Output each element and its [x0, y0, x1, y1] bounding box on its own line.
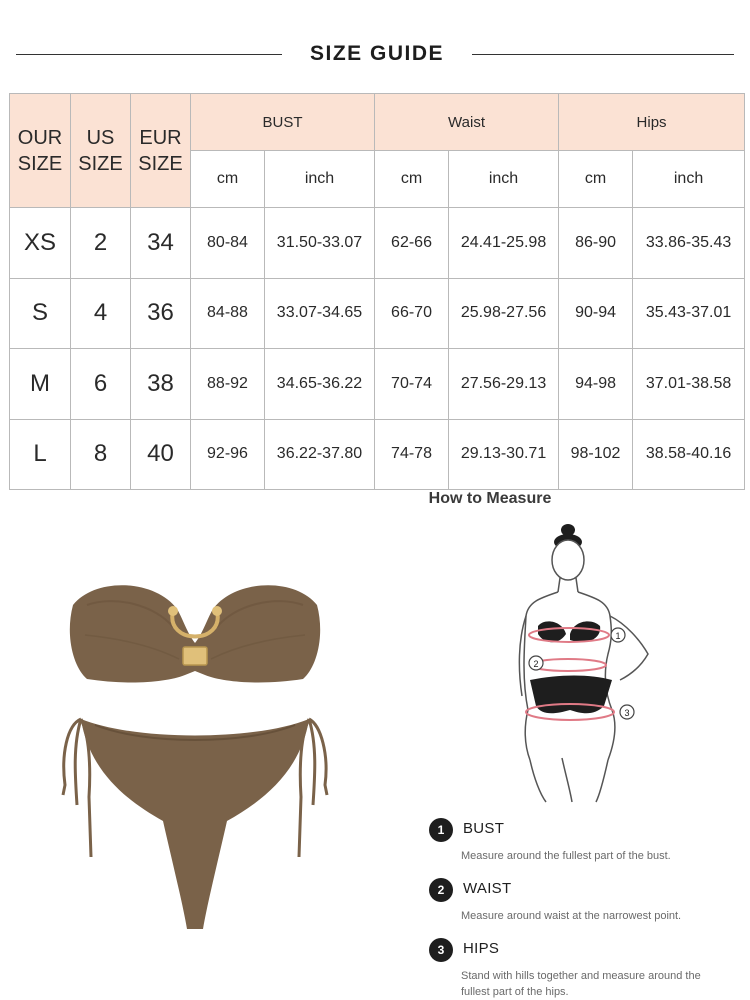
bikini-product-image [55, 575, 335, 935]
our-size-cell: S [10, 278, 71, 349]
table-row [10, 278, 745, 349]
hips-cm-cell: 86-90 [559, 208, 633, 279]
step-number-badge: 3 [429, 938, 453, 962]
eur-size-cell: 38 [131, 349, 191, 420]
bust-inch-cell: 33.07-34.65 [265, 278, 375, 349]
step-number-badge: 2 [429, 878, 453, 902]
header-divider-left [16, 54, 282, 55]
column-header-our-size: OUR SIZE [10, 94, 71, 208]
waist-inch-cell: 27.56-29.13 [449, 349, 559, 420]
column-header-us-size: US SIZE [71, 94, 131, 208]
marker-hips-label: 3 [624, 708, 630, 718]
bust-inch-cell: 34.65-36.22 [265, 349, 375, 420]
table-row [10, 208, 745, 279]
step-title: BUST [463, 820, 505, 837]
eur-size-cell: 40 [131, 419, 191, 490]
group-header-bust: BUST [191, 94, 375, 151]
hips-inch-cell: 37.01-38.58 [633, 349, 745, 420]
bust-cm-cell: 88-92 [191, 349, 265, 420]
step-number-badge: 1 [429, 818, 453, 842]
us-size-cell: 2 [71, 208, 131, 279]
marker-bust [611, 628, 625, 642]
bikini-top [70, 585, 320, 682]
size-guide-header [0, 28, 750, 80]
us-size-cell: 6 [71, 349, 131, 420]
waist-inch-cell: 29.13-30.71 [449, 419, 559, 490]
step-title: HIPS [463, 940, 500, 957]
group-header-hips: Hips [559, 94, 745, 151]
unit-header-bust-inch: inch [265, 151, 375, 208]
waist-cm-cell: 66-70 [375, 278, 449, 349]
step-description: Measure around waist at the narrowest point. [461, 910, 682, 922]
marker-bust-label: 1 [615, 631, 621, 641]
unit-header-hips-inch: inch [633, 151, 745, 208]
step-description: Stand with hills together and measure around the fullest part of the hips. [461, 970, 701, 998]
header-divider-right [472, 54, 734, 55]
us-size-cell: 4 [71, 278, 131, 349]
marker-waist-label: 2 [533, 659, 539, 669]
table-row [10, 419, 745, 490]
hips-cm-cell: 98-102 [559, 419, 633, 490]
how-to-measure-title: How to Measure [428, 490, 552, 507]
waist-inch-cell: 25.98-27.56 [449, 278, 559, 349]
bust-cm-cell: 92-96 [191, 419, 265, 490]
our-size-cell: XS [10, 208, 71, 279]
eur-size-cell: 36 [131, 278, 191, 349]
waist-cm-cell: 74-78 [375, 419, 449, 490]
hips-cm-cell: 90-94 [559, 278, 633, 349]
bust-inch-cell: 31.50-33.07 [265, 208, 375, 279]
bikini-bottom [63, 719, 327, 929]
hips-cm-cell: 94-98 [559, 349, 633, 420]
unit-header-waist-cm: cm [375, 151, 449, 208]
unit-header-hips-cm: cm [559, 151, 633, 208]
step-description: Measure around the fullest part of the bust. [461, 850, 671, 862]
page-title: SIZE GUIDE [309, 42, 445, 65]
marker-waist [529, 656, 543, 670]
group-header-waist: Waist [375, 94, 559, 151]
our-size-cell: L [10, 419, 71, 490]
body-measurement-figure [500, 520, 660, 805]
hips-inch-cell: 35.43-37.01 [633, 278, 745, 349]
bust-inch-cell: 36.22-37.80 [265, 419, 375, 490]
unit-header-bust-cm: cm [191, 151, 265, 208]
column-header-eur-size: EUR SIZE [131, 94, 191, 208]
us-size-cell: 8 [71, 419, 131, 490]
size-table [9, 93, 745, 490]
waist-inch-cell: 24.41-25.98 [449, 208, 559, 279]
unit-header-waist-inch: inch [449, 151, 559, 208]
step-title: WAIST [463, 880, 512, 897]
bust-cm-cell: 84-88 [191, 278, 265, 349]
table-row [10, 349, 745, 420]
waist-cm-cell: 70-74 [375, 349, 449, 420]
bust-cm-cell: 80-84 [191, 208, 265, 279]
waist-cm-cell: 62-66 [375, 208, 449, 279]
eur-size-cell: 34 [131, 208, 191, 279]
our-size-cell: M [10, 349, 71, 420]
hips-inch-cell: 38.58-40.16 [633, 419, 745, 490]
marker-hips [620, 705, 634, 719]
hips-inch-cell: 33.86-35.43 [633, 208, 745, 279]
